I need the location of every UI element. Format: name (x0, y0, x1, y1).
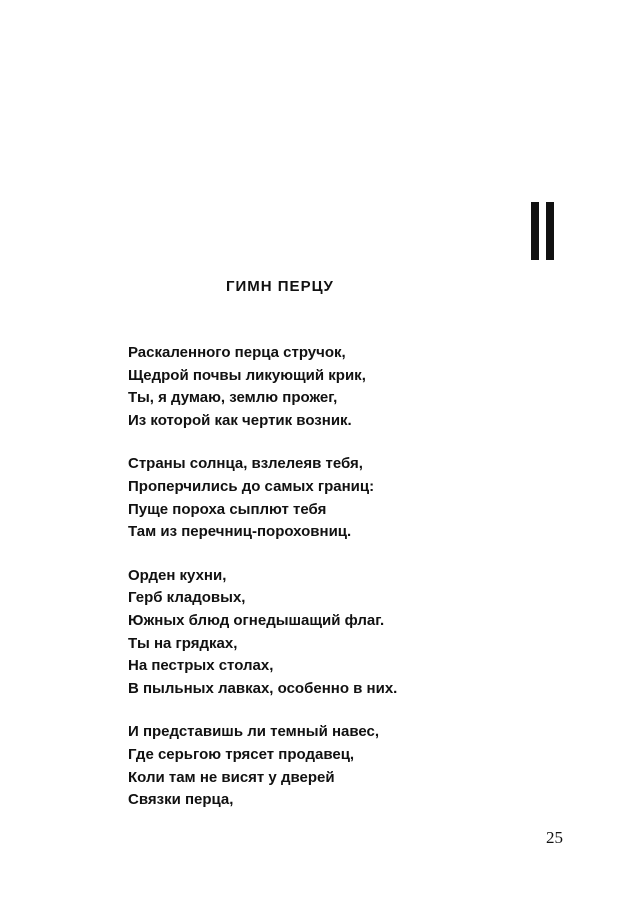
section-number-marker (531, 202, 555, 260)
page-number: 25 (546, 828, 563, 847)
poem-line: Герб кладовых, (128, 589, 246, 607)
poem-line: В пыльных лавках, особенно в них. (128, 679, 398, 697)
stanza (128, 721, 608, 811)
stanza (128, 565, 608, 701)
section-marker-bar-left (531, 202, 539, 260)
stanza (128, 342, 608, 432)
poem-line: И представишь ли темный навес, (128, 723, 380, 741)
poem-line: Щедрой почвы ликующий крик, (128, 366, 366, 384)
poem-line: Раскаленного перца стручок, (128, 344, 346, 361)
poem-line: Проперчились до самых границ: (128, 477, 375, 495)
poem-line: Где серьгою трясет продавец, (128, 745, 355, 763)
poem-line: Страны солнца, взлелеяв тебя, (128, 455, 363, 473)
stanza (128, 453, 608, 543)
poem-line: Ты, я думаю, землю прожег, (128, 389, 338, 407)
poem-line: Орден кухни, (128, 566, 227, 584)
poem-line: Коли там не висят у дверей (128, 768, 335, 786)
poem-line: Из которой как чертик возник. (128, 411, 352, 429)
poem-line: На пестрых столах, (128, 657, 274, 675)
poem-line: Южных блюд огнедышащий флаг. (128, 611, 385, 629)
poem-line: Ты на грядках, (128, 634, 238, 652)
poem-line: Связки перца, (128, 791, 234, 809)
section-marker-bar-right (546, 202, 554, 260)
poem-body (128, 342, 608, 833)
poem-title: ГИМН ПЕРЦУ (226, 278, 334, 295)
poem-line: Пуще пороха сыплют тебя (128, 500, 327, 518)
poem-line: Там из перечниц-пороховниц. (128, 523, 352, 541)
